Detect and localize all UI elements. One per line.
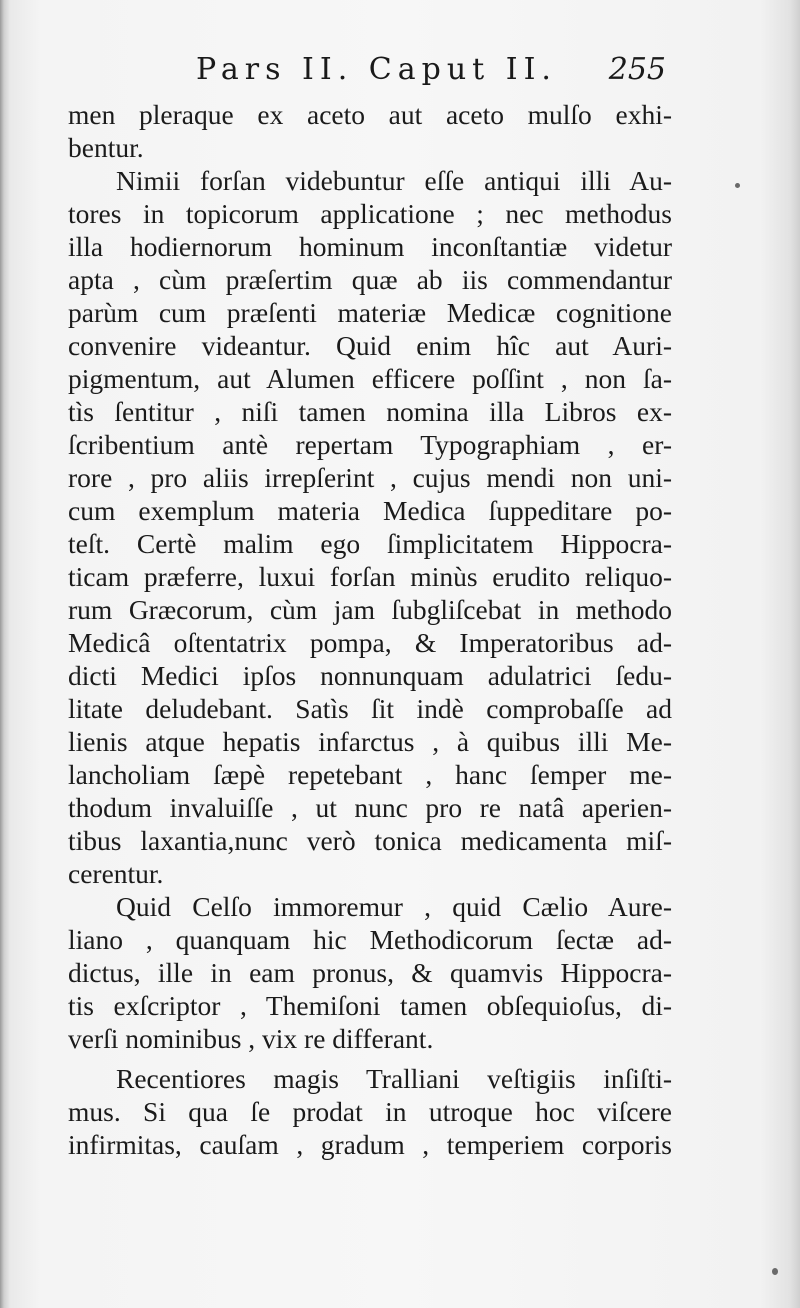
paragraph-gap xyxy=(68,1055,672,1062)
text-line: men pleraque ex aceto aut aceto mulſo exhi- xyxy=(68,99,672,130)
text-line: lienis atque hepatis infarctus , à quibus illi Me- xyxy=(68,726,672,757)
text-line: dictus, ille in eam pronus, & quamvis Hippocra- xyxy=(68,957,672,988)
text-line: tìs ſentitur , niſi tamen nomina illa Libros ex- xyxy=(68,396,672,427)
text-line: pigmentum, aut Alumen efficere poſſint , non ſa- xyxy=(68,363,672,394)
text-line: verſi nominibus , vix re differant. xyxy=(68,1023,434,1054)
text-line: Recentiores magis Tralliani veſtigiis inſiſti- xyxy=(116,1063,672,1094)
text-line: dicti Medici ipſos nonnunquam adulatrici ſedu- xyxy=(68,660,672,691)
text-line: lancholiam ſæpè repetebant , hanc ſemper me- xyxy=(68,759,672,790)
running-head-title: Pars II. Caput II. xyxy=(196,52,557,87)
running-head xyxy=(196,52,666,92)
paragraph xyxy=(68,1062,672,1161)
paragraph xyxy=(68,98,672,164)
text-line: convenire videantur. Quid enim hîc aut Auri- xyxy=(68,330,672,361)
text-line: tores in topicorum applicatione ; nec methodus xyxy=(68,198,672,229)
text-line: cum exemplum materia Medica ſuppeditare po- xyxy=(68,495,672,526)
text-line: Quid Celſo immoremur , quid Cælio Aure- xyxy=(116,891,672,922)
text-line: parùm cum præſenti materiæ Medicæ cognitione xyxy=(68,297,672,328)
text-line: Medicâ oſtentatrix pompa, & Imperatoribus ad- xyxy=(68,627,672,658)
paragraph xyxy=(68,890,672,1055)
text-line: mus. Si qua ſe prodat in utroque hoc viſcere xyxy=(68,1096,672,1127)
text-line: infirmitas, cauſam , gradum , temperiem corporis xyxy=(68,1129,672,1160)
text-line: bentur. xyxy=(68,132,144,163)
text-line: tibus laxantia,nunc verò tonica medicamenta miſ- xyxy=(68,825,672,856)
text-line: rum Græcorum, cùm jam ſubgliſcebat in methodo xyxy=(68,594,672,625)
page-number: 255 xyxy=(608,52,666,87)
paper-speck xyxy=(735,183,740,188)
body-text xyxy=(68,98,672,1161)
text-line: ticam præferre, luxui forſan minùs erudito reliquo- xyxy=(68,561,672,592)
text-line: litate deludebant. Satìs ſit indè comprobaſſe ad xyxy=(68,693,672,724)
text-line: illa hodiernorum hominum inconſtantiæ videtur xyxy=(68,231,672,262)
text-line: Nimii forſan videbuntur eſſe antiqui illi Au- xyxy=(116,165,672,196)
text-line: ſcribentium antè repertam Typographiam , er- xyxy=(68,429,672,460)
text-line: cerentur. xyxy=(68,858,164,889)
paragraph xyxy=(68,164,672,890)
text-line: liano , quanquam hic Methodicorum ſectæ ad- xyxy=(68,924,672,955)
text-line: thodum invaluiſſe , ut nunc pro re natâ aperien- xyxy=(68,792,672,823)
paper-speck xyxy=(772,1268,778,1275)
text-line: rore , pro aliis irrepſerint , cujus mendi non uni- xyxy=(68,462,672,493)
text-line: tis exſcriptor , Themiſoni tamen obſequioſus, di- xyxy=(68,990,672,1021)
text-line: apta , cùm præſertim quæ ab iis commendantur xyxy=(68,264,672,295)
text-line: teſt. Certè malim ego ſimplicitatem Hippocra- xyxy=(68,528,672,559)
